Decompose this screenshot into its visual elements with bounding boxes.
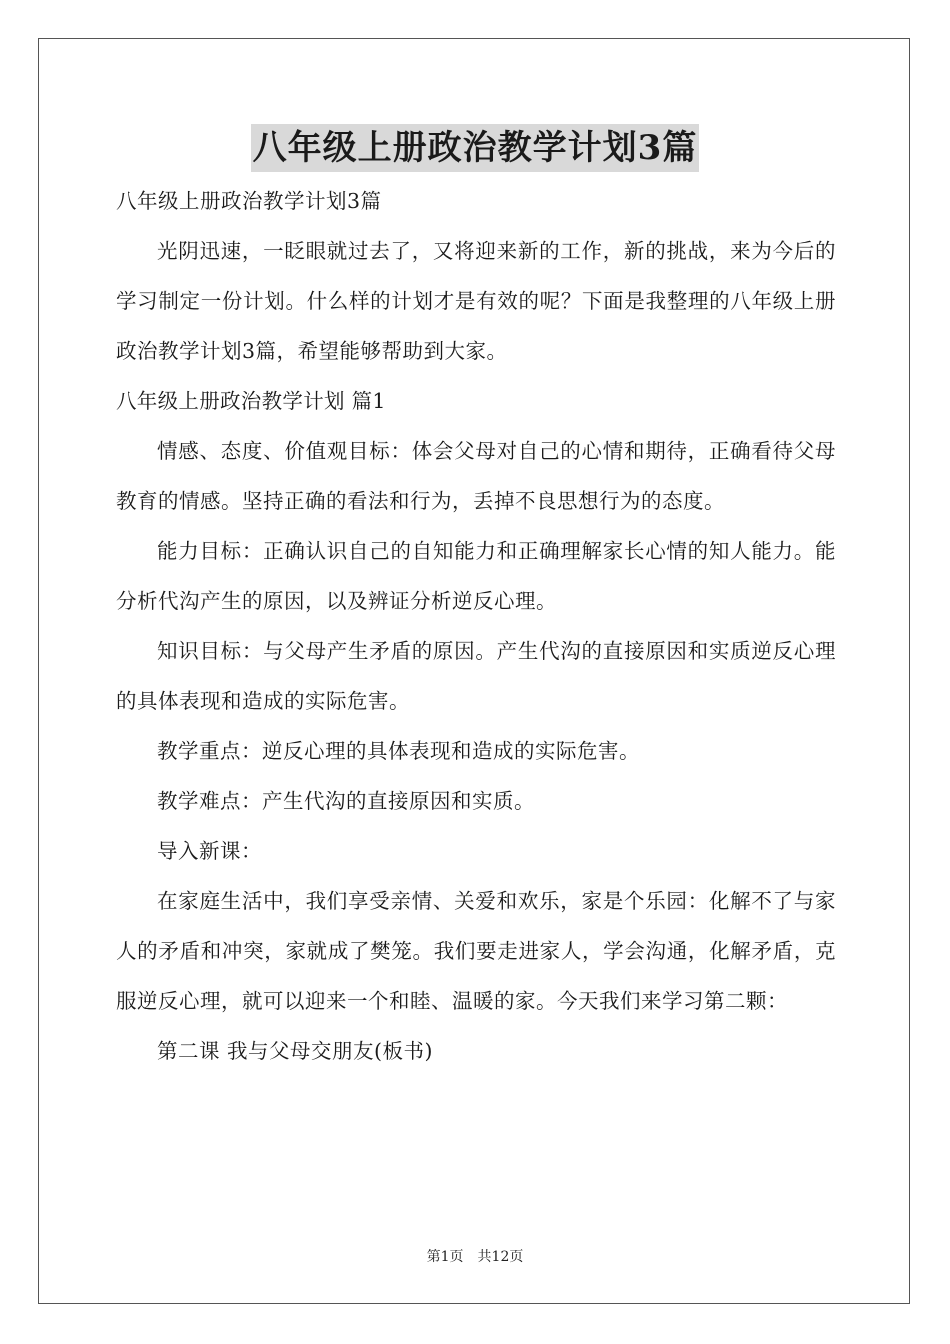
- paragraph-difficulty: 教学难点：产生代沟的直接原因和实质。: [157, 789, 535, 813]
- paragraph-ability-goal: 能力目标：正确认识自己的自知能力和正确理解家长心情的知人能力。能分析代沟产生的原因，以及辨证分析逆反心理。: [116, 539, 836, 613]
- paragraph-subtitle: 八年级上册政治教学计划3篇: [116, 189, 382, 213]
- page-total: 共12页: [477, 1249, 524, 1265]
- section-heading: 八年级上册政治教学计划 篇1: [116, 389, 386, 413]
- paragraph-knowledge-goal: 知识目标：与父母产生矛盾的原因。产生代沟的直接原因和实质逆反心理的具体表现和造成的实际危害。: [116, 639, 836, 713]
- paragraph-intro: 光阴迅速，一眨眼就过去了，又将迎来新的工作，新的挑战，来为今后的学习制定一份计划。什么样的计划才是有效的呢？下面是我整理的八年级上册政治教学计划3篇，希望能够帮助到大家。: [116, 239, 836, 363]
- document-body: [116, 176, 836, 1076]
- document-title: 八年级上册政治教学计划3篇: [251, 124, 700, 172]
- paragraph-lesson-title: 第二课 我与父母交朋友(板书): [157, 1039, 434, 1063]
- title-container: [0, 124, 950, 172]
- paragraph-key-point: 教学重点：逆反心理的具体表现和造成的实际危害。: [157, 739, 640, 763]
- paragraph-emotion-goal: 情感、态度、价值观目标：体会父母对自己的心情和期待，正确看待父母教育的情感。坚持正确的看法和行为，丢掉不良思想行为的态度。: [116, 439, 836, 513]
- page-number: 第1页: [426, 1249, 464, 1265]
- page-footer: [0, 1246, 950, 1266]
- paragraph-family-life: 在家庭生活中，我们享受亲情、关爱和欢乐，家是个乐园：化解不了与家人的矛盾和冲突，家就成了樊笼。我们要走进家人，学会沟通，化解矛盾，克服逆反心理，就可以迎来一个和睦、温暖的家。今天我们来学习第二颗：: [116, 889, 836, 1013]
- paragraph-intro-lesson: 导入新课：: [157, 839, 262, 863]
